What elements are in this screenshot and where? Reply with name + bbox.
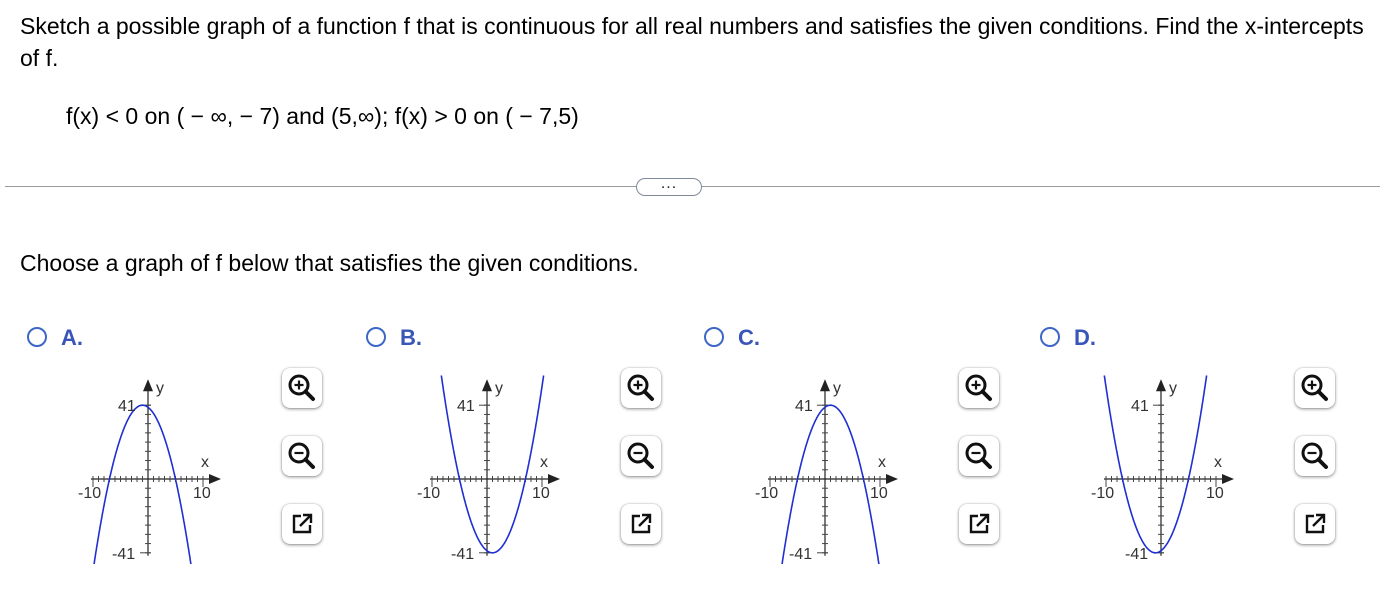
y-axis-arrow (1156, 379, 1166, 391)
option-b-zoom-in-button[interactable] (621, 368, 661, 408)
x-axis-arrow (886, 474, 898, 484)
x-axis-arrow (209, 474, 221, 484)
option-c-zoom-out-button[interactable] (959, 436, 999, 476)
y-min-label: -41 (112, 545, 136, 563)
x-axis-label: x (1214, 454, 1222, 471)
prompt-text: Choose a graph of f below that satisfies the given conditions. (20, 250, 639, 276)
option-b-pop-out-button[interactable] (621, 504, 661, 544)
zoom-out-icon (959, 436, 999, 476)
option-d-label[interactable]: D. (1074, 325, 1096, 350)
function-curve (91, 405, 193, 564)
y-min-label: -41 (1125, 545, 1149, 563)
y-axis-arrow (482, 379, 492, 391)
option-c-graph (704, 364, 944, 564)
x-max-label: 10 (532, 485, 550, 502)
x-axis-label: x (878, 454, 886, 471)
x-max-label: 10 (193, 485, 211, 502)
option-d-zoom-in-button[interactable] (1295, 368, 1335, 408)
option-b (366, 320, 706, 600)
option-a-zoom-out-button[interactable] (282, 436, 322, 476)
question-text: Sketch a possible graph of a function f that is continuous for all real numbers and satisfies the given conditions. Find the x-intercepts of f. (20, 13, 1364, 71)
y-min-label: -41 (451, 545, 475, 563)
x-axis-label: x (540, 454, 548, 471)
option-b-graph (366, 364, 606, 564)
zoom-in-icon (959, 368, 999, 408)
function-curve (779, 405, 881, 564)
y-axis-arrow (820, 379, 830, 391)
option-b-radio[interactable] (366, 327, 386, 347)
function-curve (1104, 376, 1206, 553)
y-max-label: 41 (795, 398, 813, 416)
x-min-label: -10 (755, 485, 779, 502)
option-d-radio[interactable] (1040, 327, 1060, 347)
x-min-label: -10 (78, 485, 102, 502)
expand-button[interactable]: ... (636, 178, 702, 196)
x-min-label: -10 (1091, 485, 1115, 502)
option-a-label[interactable]: A. (61, 325, 83, 350)
x-max-label: 10 (1206, 485, 1224, 502)
option-b-label[interactable]: B. (400, 325, 422, 350)
x-axis-arrow (1222, 474, 1234, 484)
x-max-label: 10 (870, 485, 888, 502)
y-axis-label: y (833, 380, 841, 398)
option-a-graph (27, 364, 267, 564)
zoom-out-icon (282, 436, 322, 476)
y-max-label: 41 (1131, 398, 1149, 416)
y-max-label: 41 (457, 398, 475, 416)
y-axis-label: y (1169, 380, 1177, 398)
option-c-zoom-in-button[interactable] (959, 368, 999, 408)
pop-out-icon (1295, 504, 1335, 544)
pop-out-icon (959, 504, 999, 544)
y-axis-label: y (156, 380, 164, 398)
y-min-label: -41 (789, 545, 813, 563)
option-a-radio[interactable] (27, 327, 47, 347)
option-c-pop-out-button[interactable] (959, 504, 999, 544)
x-axis-label: x (201, 454, 209, 471)
y-axis-arrow (143, 379, 153, 391)
pop-out-icon (621, 504, 661, 544)
condition-text: f(x) < 0 on ( − ∞, − 7) and (5,∞); f(x) > 0 on ( − 7,5) (66, 103, 579, 129)
option-b-zoom-out-button[interactable] (621, 436, 661, 476)
x-min-label: -10 (417, 485, 441, 502)
zoom-in-icon (621, 368, 661, 408)
option-d-zoom-out-button[interactable] (1295, 436, 1335, 476)
option-d (1040, 320, 1380, 600)
option-a (27, 320, 367, 600)
x-axis-arrow (548, 474, 560, 484)
y-max-label: 41 (118, 398, 136, 416)
pop-out-icon (282, 504, 322, 544)
zoom-in-icon (282, 368, 322, 408)
option-a-pop-out-button[interactable] (282, 504, 322, 544)
option-c (704, 320, 1044, 600)
zoom-out-icon (621, 436, 661, 476)
zoom-in-icon (1295, 368, 1335, 408)
option-d-pop-out-button[interactable] (1295, 504, 1335, 544)
option-c-label[interactable]: C. (738, 325, 760, 350)
option-d-graph (1040, 364, 1280, 564)
zoom-out-icon (1295, 436, 1335, 476)
option-c-radio[interactable] (704, 327, 724, 347)
y-axis-label: y (495, 380, 503, 398)
option-a-zoom-in-button[interactable] (282, 368, 322, 408)
